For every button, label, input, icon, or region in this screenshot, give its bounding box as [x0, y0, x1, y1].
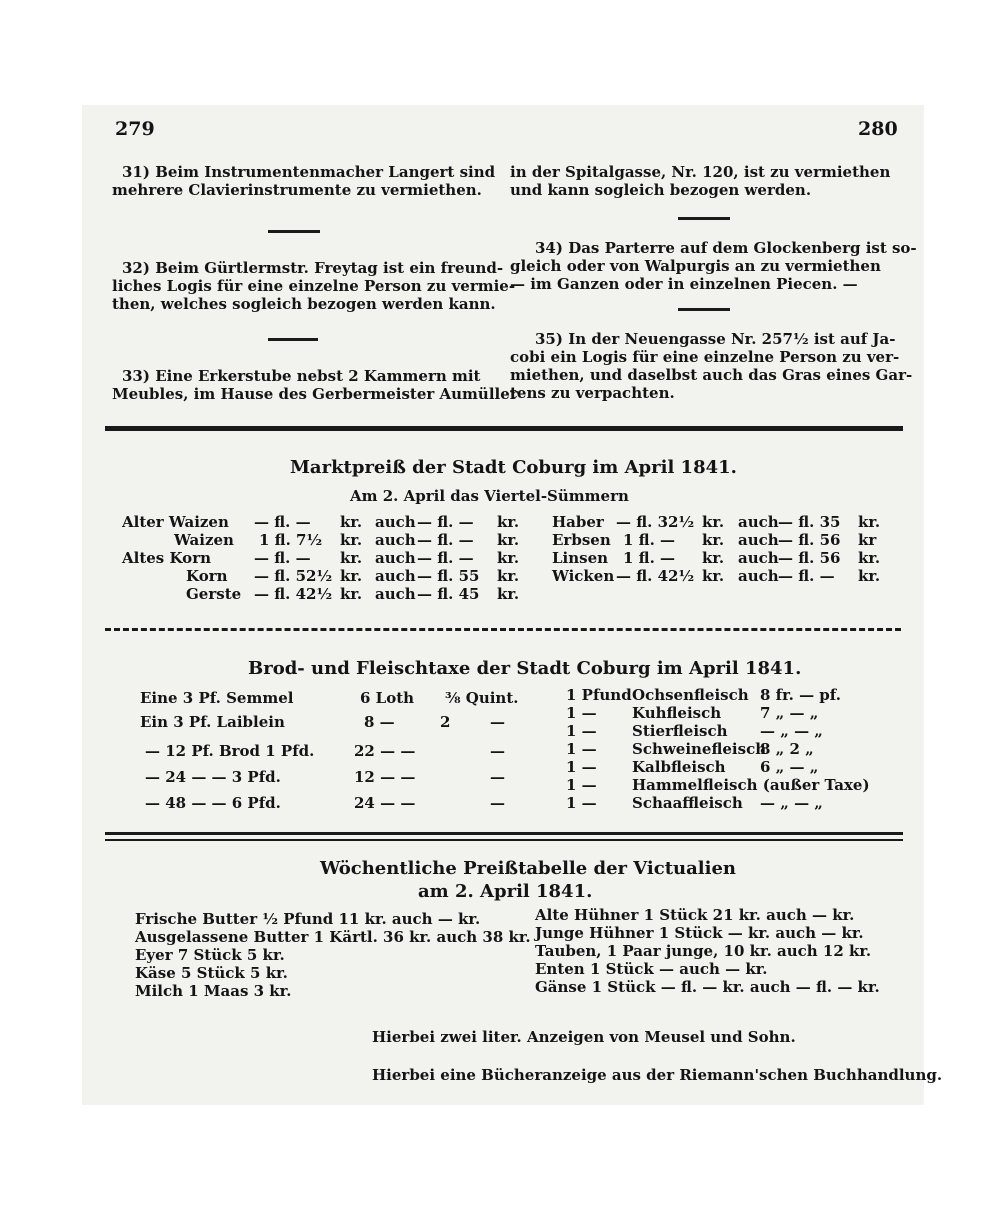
market-price: — fl. 35	[778, 513, 841, 531]
market-unit: kr.	[497, 513, 520, 531]
section-rule	[105, 426, 903, 431]
fleisch-price: 6 „ — „	[760, 758, 819, 776]
page-number-right: 280	[858, 118, 898, 140]
brod-extra: —	[490, 794, 505, 812]
fleisch-item: Schaaffleisch	[632, 794, 743, 812]
fleisch-price: — „ — „	[760, 794, 823, 812]
ad-35-line-3: miethen, und daselbst auch das Gras eines Gar-	[510, 366, 913, 384]
weekly-item: Käse 5 Stück 5 kr.	[135, 964, 288, 982]
market-unit: kr.	[858, 513, 881, 531]
market-price: — fl. 42½	[254, 585, 333, 603]
market-label: Altes Korn	[122, 549, 211, 567]
brod-extra: —	[490, 768, 505, 786]
ad-35-line-2: cobi ein Logis für eine einzelne Person zu ver-	[510, 348, 900, 366]
market-price: 1 fl. —	[623, 549, 676, 567]
market-price: — fl. 55	[417, 567, 480, 585]
weekly-item: Eyer 7 Stück 5 kr.	[135, 946, 285, 964]
market-price: — fl. —	[778, 567, 835, 585]
ad-33-line-1: 33) Eine Erkerstube nebst 2 Kammern mit	[122, 367, 481, 385]
market-price: 1 fl. —	[623, 531, 676, 549]
weekly-item: Junge Hühner 1 Stück — kr. auch — kr.	[535, 924, 864, 942]
market-label: Waizen	[174, 531, 234, 549]
brod-quint: 2	[440, 713, 451, 731]
fleisch-price: 7 „ — „	[760, 704, 819, 722]
fleisch-item: Kalbfleisch	[632, 758, 726, 776]
ad-33-cont-line-1: in der Spitalgasse, Nr. 120, ist zu vermiethen	[510, 163, 891, 181]
market-unit: kr.	[340, 513, 363, 531]
ad-32-line-1: 32) Beim Gürtlermstr. Freytag ist ein freund-	[122, 259, 504, 277]
fleisch-item: Kuhfleisch	[632, 704, 722, 722]
weekly-item: Enten 1 Stück — auch — kr.	[535, 960, 768, 978]
section-rule	[105, 839, 903, 841]
section-rule	[105, 832, 903, 835]
brod-extra: —	[490, 742, 505, 760]
separator	[268, 230, 320, 233]
separator	[678, 308, 730, 311]
market-unit: kr	[858, 531, 877, 549]
market-unit: kr.	[340, 585, 363, 603]
brod-weight: 22 — —	[354, 742, 416, 760]
brod-extra: —	[490, 713, 505, 731]
fleisch-qty: 1 —	[566, 704, 597, 722]
ad-33-line-2: Meubles, im Hause des Gerbermeister Aumüller	[112, 385, 518, 403]
brod-item: — 48 — — 6 Pfd.	[145, 794, 281, 812]
weekly-item: Frische Butter ½ Pfund 11 kr. auch — kr.	[135, 910, 481, 928]
brod-item: Eine 3 Pf. Semmel	[140, 689, 294, 707]
brod-weight: 8 —	[364, 713, 395, 731]
market-auch: auch	[375, 549, 416, 567]
market-price: — fl. —	[254, 513, 311, 531]
wavy-divider	[105, 628, 901, 637]
taxe-title: Brod- und Fleischtaxe der Stadt Coburg im April 1841.	[248, 658, 802, 679]
market-unit: kr.	[340, 531, 363, 549]
brod-item: — 24 — — 3 Pfd.	[145, 768, 281, 786]
market-unit: kr.	[497, 567, 520, 585]
fleisch-qty: 1 —	[566, 758, 597, 776]
market-unit: kr.	[702, 567, 725, 585]
footer-note: Hierbei eine Bücheranzeige aus der Riemann'schen Buchhandlung.	[372, 1066, 943, 1084]
ad-32-line-2: liches Logis für eine einzelne Person zu vermie-	[112, 277, 516, 295]
brod-weight: 6 Loth	[360, 689, 415, 707]
market-unit: kr.	[702, 513, 725, 531]
weekly-item: Tauben, 1 Paar junge, 10 kr. auch 12 kr.	[535, 942, 872, 960]
market-label: Alter Waizen	[122, 513, 229, 531]
fleisch-item: Schweinefleisch	[632, 740, 767, 758]
market-unit: kr.	[858, 567, 881, 585]
footer-note: Hierbei zwei liter. Anzeigen von Meusel und Sohn.	[372, 1028, 796, 1046]
market-auch: auch	[738, 567, 779, 585]
market-unit: kr.	[340, 549, 363, 567]
market-auch: auch	[375, 531, 416, 549]
ad-35-line-1: 35) In der Neuengasse Nr. 257½ ist auf Ja-	[535, 330, 896, 348]
brod-weight: 24 — —	[354, 794, 416, 812]
market-price: — fl. —	[254, 549, 311, 567]
market-price: — fl. —	[417, 531, 474, 549]
market-price: — fl. 45	[417, 585, 480, 603]
ad-31-line-2: mehrere Clavierinstrumente zu vermiethen.	[112, 181, 482, 199]
ad-33-cont-line-2: und kann sogleich bezogen werden.	[510, 181, 812, 199]
weekly-item: Gänse 1 Stück — fl. — kr. auch — fl. — kr.	[535, 978, 880, 996]
market-auch: auch	[375, 567, 416, 585]
market-label: Haber	[552, 513, 604, 531]
market-auch: auch	[738, 531, 779, 549]
market-price: — fl. 42½	[616, 567, 695, 585]
ad-34-line-2: gleich oder von Walpurgis an zu vermiethen	[510, 257, 881, 275]
market-label: Wicken	[552, 567, 615, 585]
fleisch-item: Stierfleisch	[632, 722, 728, 740]
market-auch: auch	[375, 585, 416, 603]
fleisch-qty: 1 Pfund	[566, 686, 632, 704]
page-number-left: 279	[115, 118, 155, 140]
ad-34-line-1: 34) Das Parterre auf dem Glockenberg ist so-	[535, 239, 917, 257]
weekly-date: am 2. April 1841.	[418, 881, 593, 902]
fleisch-price: — „ — „	[760, 722, 823, 740]
market-price: 1 fl. 7½	[259, 531, 323, 549]
fleisch-price: 8 „ 2 „	[760, 740, 814, 758]
market-unit: kr.	[497, 585, 520, 603]
market-price: — fl. —	[417, 549, 474, 567]
brod-weight: 12 — —	[354, 768, 416, 786]
market-price: — fl. —	[417, 513, 474, 531]
market-unit: kr.	[702, 549, 725, 567]
market-label: Erbsen	[552, 531, 611, 549]
separator	[268, 338, 318, 341]
market-price: — fl. 32½	[616, 513, 695, 531]
weekly-item: Alte Hühner 1 Stück 21 kr. auch — kr.	[535, 906, 855, 924]
market-auch: auch	[738, 549, 779, 567]
weekly-item: Milch 1 Maas 3 kr.	[135, 982, 292, 1000]
fleisch-qty: 1 —	[566, 740, 597, 758]
market-title: Marktpreiß der Stadt Coburg im April 1841.	[290, 457, 737, 478]
market-unit: kr.	[497, 531, 520, 549]
market-auch: auch	[738, 513, 779, 531]
market-label: Linsen	[552, 549, 609, 567]
fleisch-item: Ochsenfleisch	[632, 686, 749, 704]
market-label: Korn	[186, 567, 228, 585]
brod-quint: ⅜ Quint.	[445, 689, 519, 707]
market-unit: kr.	[702, 531, 725, 549]
ad-32-line-3: then, welches sogleich bezogen werden kann.	[112, 295, 496, 313]
market-unit: kr.	[497, 549, 520, 567]
ad-34-line-3: — im Ganzen oder in einzelnen Piecen. —	[510, 275, 858, 293]
market-unit: kr.	[858, 549, 881, 567]
weekly-item: Ausgelassene Butter 1 Kärtl. 36 kr. auch 38 kr.	[135, 928, 531, 946]
weekly-title: Wöchentliche Preißtabelle der Victualien	[320, 858, 737, 879]
market-auch: auch	[375, 513, 416, 531]
market-subtitle: Am 2. April das Viertel-Sümmern	[350, 487, 629, 505]
market-price: — fl. 52½	[254, 567, 333, 585]
brod-item: — 12 Pf. Brod 1 Pfd.	[145, 742, 315, 760]
fleisch-item: Hammelfleisch (außer Taxe)	[632, 776, 870, 794]
fleisch-qty: 1 —	[566, 794, 597, 812]
fleisch-qty: 1 —	[566, 722, 597, 740]
market-price: — fl. 56	[778, 549, 841, 567]
separator	[678, 217, 730, 220]
market-unit: kr.	[340, 567, 363, 585]
brod-item: Ein 3 Pf. Laiblein	[140, 713, 285, 731]
fleisch-price: 8 fr. — pf.	[760, 686, 841, 704]
market-price: — fl. 56	[778, 531, 841, 549]
market-label: Gerste	[186, 585, 242, 603]
fleisch-qty: 1 —	[566, 776, 597, 794]
ad-31-line-1: 31) Beim Instrumentenmacher Langert sind	[122, 163, 496, 181]
ad-35-line-4: tens zu verpachten.	[510, 384, 675, 402]
